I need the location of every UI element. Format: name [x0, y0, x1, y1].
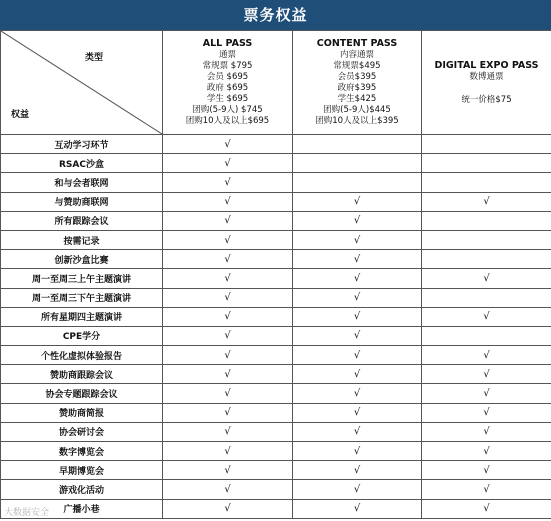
content-pass-check-cell: [293, 250, 422, 269]
content-pass-check-cell: [293, 384, 422, 403]
all-pass-check-cell: [163, 211, 293, 230]
pass-line: 团购10人及以上$395: [315, 116, 399, 126]
corner-header-cell: [1, 31, 163, 135]
digital-pass-check-cell: [422, 480, 551, 499]
digital-pass-check-cell: [422, 499, 551, 518]
content-pass-check-cell: [293, 230, 422, 249]
table-row: [1, 269, 551, 288]
check-mark: √: [353, 234, 361, 246]
benefit-cell: RSAC沙盒: [1, 154, 163, 173]
check-mark: √: [353, 196, 361, 208]
content-pass-check-cell: [293, 154, 422, 173]
check-mark: √: [224, 464, 231, 476]
check-mark: √: [483, 503, 490, 515]
table-row: [1, 403, 551, 422]
check-mark: √: [353, 464, 361, 476]
benefit-cell: 互动学习环节: [1, 135, 163, 154]
check-mark: √: [353, 292, 361, 304]
table-row: [1, 154, 551, 173]
digital-pass-check-cell: [422, 442, 551, 461]
table-row: [1, 384, 551, 403]
content-pass-check-cell: [293, 346, 422, 365]
type-header-label: 类型: [85, 53, 104, 63]
check-mark: √: [483, 311, 490, 323]
table-row: [1, 173, 551, 192]
benefit-cell: 早期博览会: [1, 461, 163, 480]
all-pass-check-cell: [163, 403, 293, 422]
pass-line: 政府 $695: [206, 83, 249, 93]
pass-line: 团购(5-9人)$445: [323, 105, 391, 115]
check-mark: √: [353, 311, 361, 323]
pass-line: 统一价格$75: [461, 94, 512, 105]
pass-line: 通票: [218, 50, 236, 60]
check-mark: √: [353, 215, 361, 227]
digital-pass-check-cell: [422, 288, 551, 307]
benefit-cell: 所有星期四主题演讲: [1, 307, 163, 326]
all-pass-check-cell: [163, 365, 293, 384]
all-pass-header: [163, 31, 293, 135]
check-mark: √: [483, 196, 490, 208]
digital-pass-check-cell: [422, 135, 551, 154]
check-mark: √: [353, 330, 361, 342]
page-title: 票务权益: [0, 0, 551, 30]
pass-line-spacer: [422, 83, 551, 95]
digital-pass-check-cell: [422, 269, 551, 288]
check-mark: √: [224, 253, 231, 265]
check-mark: √: [353, 483, 361, 495]
table-row: [1, 422, 551, 441]
table-row: [1, 250, 551, 269]
check-mark: √: [224, 388, 231, 400]
all-pass-check-cell: [163, 384, 293, 403]
all-pass-check-cell: [163, 154, 293, 173]
benefit-cell: 协会专题跟踪会议: [1, 384, 163, 403]
digital-expo-pass-header: [422, 31, 551, 135]
table-row: [1, 211, 551, 230]
all-pass-check-cell: [163, 288, 293, 307]
digital-pass-check-cell: [422, 326, 551, 345]
pass-line: 数博通票: [469, 71, 504, 82]
all-pass-check-cell: [163, 422, 293, 441]
pass-line: 常规票 $795: [202, 61, 253, 71]
check-mark: √: [353, 388, 361, 400]
benefits-table: [0, 30, 551, 519]
content-pass-check-cell: [293, 326, 422, 345]
all-pass-check-cell: [163, 326, 293, 345]
table-row: [1, 192, 551, 211]
all-pass-check-cell: [163, 173, 293, 192]
digital-pass-check-cell: [422, 461, 551, 480]
check-mark: √: [483, 445, 490, 457]
benefit-cell: 创新沙盒比赛: [1, 250, 163, 269]
check-mark: √: [353, 349, 361, 361]
benefit-cell: 广播小巷: [1, 499, 163, 518]
all-pass-check-cell: [163, 250, 293, 269]
content-pass-header: [293, 31, 422, 135]
check-mark: √: [224, 272, 231, 284]
check-mark: √: [224, 292, 231, 304]
all-pass-check-cell: [163, 499, 293, 518]
benefit-cell: 周一至周三上午主题演讲: [1, 269, 163, 288]
benefit-cell: 数字博览会: [1, 442, 163, 461]
pass-line: 学生$425: [337, 94, 377, 104]
benefit-cell: 按需记录: [1, 230, 163, 249]
benefit-cell: CPE学分: [1, 326, 163, 345]
watermark: 大数据安全: [4, 508, 50, 518]
content-pass-check-cell: [293, 365, 422, 384]
content-pass-check-cell: [293, 211, 422, 230]
check-mark: √: [353, 445, 361, 457]
check-mark: √: [353, 503, 361, 515]
digital-pass-check-cell: [422, 365, 551, 384]
benefit-cell: 和与会者联网: [1, 173, 163, 192]
check-mark: √: [224, 330, 231, 342]
pass-name: DIGITAL EXPO PASS: [434, 59, 539, 71]
pass-name: CONTENT PASS: [316, 38, 398, 49]
table-row: [1, 307, 551, 326]
check-mark: √: [483, 388, 490, 400]
check-mark: √: [483, 349, 490, 361]
check-mark: √: [224, 349, 231, 361]
digital-pass-check-cell: [422, 384, 551, 403]
rights-header-label: 权益: [11, 110, 30, 120]
check-mark: √: [483, 272, 490, 284]
content-pass-check-cell: [293, 403, 422, 422]
table-row: [1, 461, 551, 480]
digital-pass-check-cell: [422, 211, 551, 230]
content-pass-check-cell: [293, 192, 422, 211]
check-mark: √: [483, 426, 490, 438]
check-mark: √: [224, 483, 231, 495]
check-mark: √: [483, 483, 490, 495]
check-mark: √: [224, 445, 231, 457]
check-mark: √: [224, 503, 231, 515]
content-pass-check-cell: [293, 173, 422, 192]
check-mark: √: [224, 138, 231, 150]
content-pass-check-cell: [293, 499, 422, 518]
check-mark: √: [224, 407, 231, 419]
content-pass-check-cell: [293, 461, 422, 480]
check-mark: √: [224, 215, 231, 227]
table-row: [1, 480, 551, 499]
pass-line: 内容通票: [339, 50, 374, 60]
check-mark: √: [224, 176, 231, 188]
check-mark: √: [483, 368, 490, 380]
pass-line: 会员 $695: [206, 72, 249, 82]
content-pass-check-cell: [293, 135, 422, 154]
check-mark: √: [224, 368, 231, 380]
digital-pass-check-cell: [422, 403, 551, 422]
check-mark: √: [224, 311, 231, 323]
digital-pass-check-cell: [422, 422, 551, 441]
benefit-cell: 周一至周三下午主题演讲: [1, 288, 163, 307]
check-mark: √: [353, 272, 361, 284]
content-pass-check-cell: [293, 288, 422, 307]
table-row: [1, 230, 551, 249]
pass-line: 团购10人及以上$695: [185, 116, 270, 126]
digital-pass-check-cell: [422, 346, 551, 365]
benefit-cell: 个性化虚拟体验报告: [1, 346, 163, 365]
digital-pass-check-cell: [422, 154, 551, 173]
check-mark: √: [483, 407, 490, 419]
content-pass-check-cell: [293, 307, 422, 326]
table-row: [1, 346, 551, 365]
pass-line: 团购(5-9人) $745: [192, 105, 263, 115]
benefit-cell: 协会研讨会: [1, 422, 163, 441]
header-row: [1, 31, 551, 135]
content-pass-check-cell: [293, 480, 422, 499]
digital-pass-check-cell: [422, 307, 551, 326]
check-mark: √: [224, 234, 231, 246]
check-mark: √: [224, 196, 231, 208]
all-pass-check-cell: [163, 442, 293, 461]
table-row: [1, 499, 551, 518]
benefit-cell: 赞助商简报: [1, 403, 163, 422]
benefit-cell: 与赞助商联网: [1, 192, 163, 211]
all-pass-check-cell: [163, 307, 293, 326]
check-mark: √: [483, 464, 490, 476]
all-pass-check-cell: [163, 230, 293, 249]
content-pass-check-cell: [293, 269, 422, 288]
pass-line: 会员$395: [337, 72, 377, 82]
digital-pass-check-cell: [422, 230, 551, 249]
all-pass-check-cell: [163, 135, 293, 154]
all-pass-check-cell: [163, 480, 293, 499]
check-mark: √: [353, 426, 361, 438]
content-pass-check-cell: [293, 422, 422, 441]
all-pass-check-cell: [163, 461, 293, 480]
pass-line: 学生 $695: [206, 94, 249, 104]
pass-name: ALL PASS: [202, 38, 253, 49]
check-mark: √: [353, 407, 361, 419]
benefit-cell: 游戏化活动: [1, 480, 163, 499]
digital-pass-check-cell: [422, 192, 551, 211]
pass-line: 政府$395: [337, 83, 377, 93]
all-pass-check-cell: [163, 192, 293, 211]
check-mark: √: [353, 368, 361, 380]
table-row: [1, 365, 551, 384]
check-mark: √: [353, 253, 361, 265]
benefit-cell: 所有跟踪会议: [1, 211, 163, 230]
pass-line: 常规票$495: [333, 61, 381, 71]
table-row: [1, 442, 551, 461]
check-mark: √: [224, 426, 231, 438]
digital-pass-check-cell: [422, 250, 551, 269]
all-pass-check-cell: [163, 269, 293, 288]
benefit-cell: 赞助商跟踪会议: [1, 365, 163, 384]
content-pass-check-cell: [293, 442, 422, 461]
table-row: [1, 288, 551, 307]
digital-pass-check-cell: [422, 173, 551, 192]
table-row: [1, 135, 551, 154]
check-mark: √: [224, 157, 231, 169]
table-row: [1, 326, 551, 345]
all-pass-check-cell: [163, 346, 293, 365]
